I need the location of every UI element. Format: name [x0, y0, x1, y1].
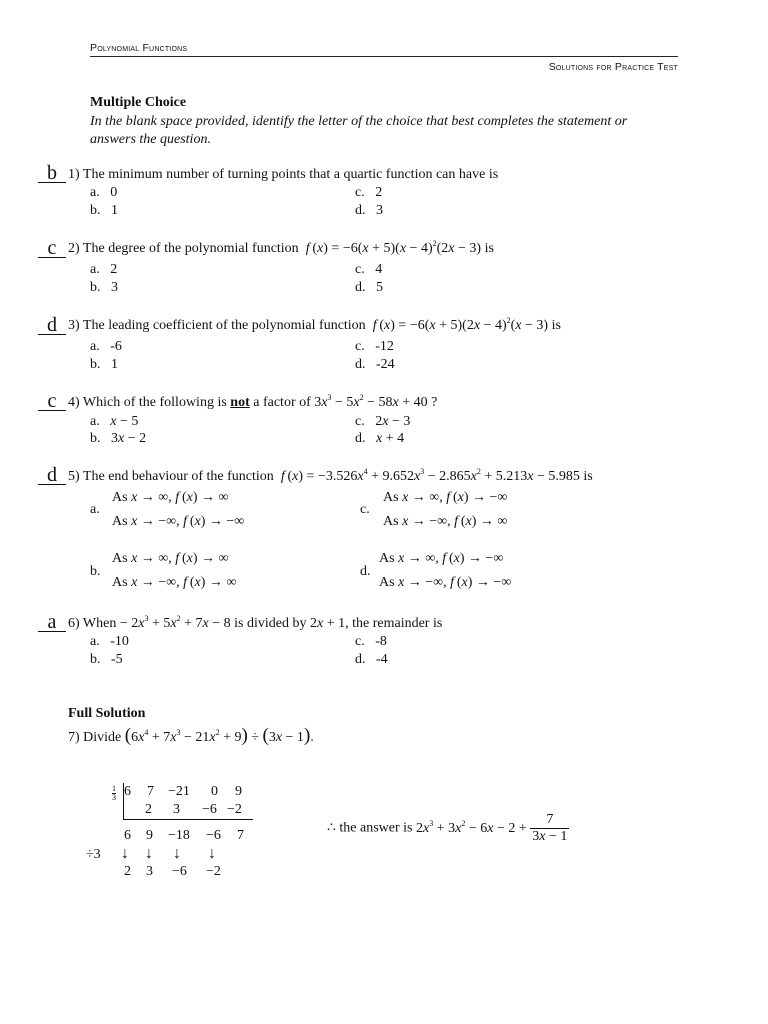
synthetic-divisor: 1 3: [112, 784, 116, 802]
q5-option-a-line1: As x → ∞, f (x) → ∞: [112, 490, 229, 505]
q5-option-d-letter: d.: [360, 564, 371, 579]
question-4: 4) Which of the following is not a factor of $3x^3 - 5x^2 - 58x + 40$ ?: [68, 393, 438, 410]
q1-option-c: c. 2: [355, 185, 383, 200]
q1-number: 1): [68, 167, 80, 182]
mc-instructions-line2: answers the question.: [90, 132, 211, 147]
q7-expression: $(6x^4 + 7x^3 - 21x^2 + 9) \div (3x - 1)$.: [124, 725, 314, 746]
q1-option-a: a. 0: [90, 185, 118, 200]
q3-function: f $(x) = -6(x + 5)(2x - 4)^2(x - 3)$: [372, 316, 549, 333]
q4-option-d: d. x + 4: [355, 431, 405, 446]
header-rule: [90, 56, 678, 57]
q5-option-c-line1: As x → ∞, f (x) → −∞: [383, 490, 508, 505]
q4-option-c: c. 2x − 3: [355, 414, 411, 429]
q6-option-b: b. -5: [90, 652, 123, 667]
q5-option-d-line1: As x → ∞, f (x) → −∞: [379, 551, 504, 566]
question-3: 3) The leading coefficient of the polynomial function f $(x) = -6(x + 5)(2x - 4)^2(x - 3)$ is: [68, 316, 561, 333]
question-2: 2) The degree of the polynomial function f $(x) = -6(x + 5)(x - 4)^2(2x - 3)$ is: [68, 239, 494, 256]
q2-option-d: d. 5: [355, 280, 383, 295]
document-subtitle: Solutions for Practice Test: [548, 61, 678, 73]
q4-option-a: a. x − 5: [90, 414, 139, 429]
answer-blank-q6: [38, 611, 66, 633]
q6-option-a: a. -10: [90, 634, 129, 649]
q5-option-b-letter: b.: [90, 564, 101, 579]
q1-text: The minimum number of turning points that a quartic function can have is: [82, 167, 499, 182]
q5-option-a-letter: a.: [90, 502, 100, 517]
q6-divisor: 2x + 1: [309, 616, 346, 631]
answer-q5: d: [47, 464, 57, 486]
q2-function: f $(x) = -6(x + 5)(x - 4)^2(2x - 3)$: [305, 239, 482, 256]
answer-blank-q1: [38, 162, 66, 184]
remainder-fraction: $\frac{7}{3x - 1}$: [532, 812, 568, 844]
q5-option-b-line1: As x → ∞, f (x) → ∞: [112, 551, 229, 566]
q3-option-d: d. -24: [355, 357, 395, 372]
q5-option-c-letter: c.: [360, 502, 370, 517]
course-title: Polynomial Functions: [90, 42, 188, 54]
q2-option-c: c. 4: [355, 262, 383, 277]
q5-option-c-line2: As x → −∞, f (x) → ∞: [383, 514, 508, 529]
answer-blank-q3: [38, 314, 66, 336]
answer-blank-q2: [38, 237, 66, 259]
q6-dividend: − $2x^3 + 5x^2 + 7x - 8$: [119, 614, 231, 631]
q2-option-b: b. 3: [90, 280, 118, 295]
answer-blank-q4: [38, 390, 66, 412]
q5-function: f $(x) = -3.526x^4 + 9.652x^3 - 2.865x^2 + 5.213x - 5.985$: [280, 467, 580, 484]
q5-option-b-line2: As x → −∞, f (x) → ∞: [112, 575, 237, 590]
q5-option-a-line2: As x → −∞, f (x) → −∞: [112, 514, 245, 529]
answer-q1: b: [47, 162, 57, 184]
answer-q2: c: [47, 237, 57, 259]
full-solution-heading: Full Solution: [68, 706, 146, 721]
question-5: 5) The end behaviour of the function f $(x) = -3.526x^4 + 9.652x^3 - 2.865x^2 + 5.213x - 5.985$ is: [68, 467, 593, 484]
q6-option-d: d. -4: [355, 652, 388, 667]
question-1: [68, 167, 498, 183]
q3-option-b: b. 1: [90, 357, 118, 372]
q3-option-c: c. -12: [355, 339, 394, 354]
answer-q4: c: [47, 390, 57, 412]
q3-option-a: a. -6: [90, 339, 122, 354]
mc-instructions-line1: In the blank space provided, identify the letter of the choice that best completes the statement or: [90, 114, 628, 129]
q4-option-b: b. 3x − 2: [90, 431, 147, 446]
q2-option-a: a. 2: [90, 262, 118, 277]
q1-option-b: b. 1: [90, 203, 118, 218]
q4-polynomial: $3x^3 - 5x^2 - 58x + 40$: [314, 393, 428, 410]
q1-option-d: d. 3: [355, 203, 383, 218]
mc-heading: Multiple Choice: [90, 95, 187, 110]
answer-q6: a: [47, 611, 57, 633]
synthetic-horizontal-bar: [123, 819, 253, 820]
q6-option-c: c. -8: [355, 634, 387, 649]
answer-blank-q5: [38, 464, 66, 486]
final-answer: ∴ the answer is $2x^3 + 3x^2 - 6x - 2$ + $\frac{7}{3x - 1}$: [327, 812, 568, 844]
q5-option-d-line2: As x → −∞, f (x) → −∞: [379, 575, 512, 590]
question-7: 7) Divide $(6x^4 + 7x^3 - 21x^2 + 9) \div (3x - 1)$.: [68, 725, 314, 746]
question-6: 6) When − $2x^3 + 5x^2 + 7x - 8$ is divided by 2x + 1, the remainder is: [68, 614, 443, 631]
answer-q3: d: [47, 314, 57, 336]
synthetic-divide-label: ÷3: [86, 847, 101, 862]
